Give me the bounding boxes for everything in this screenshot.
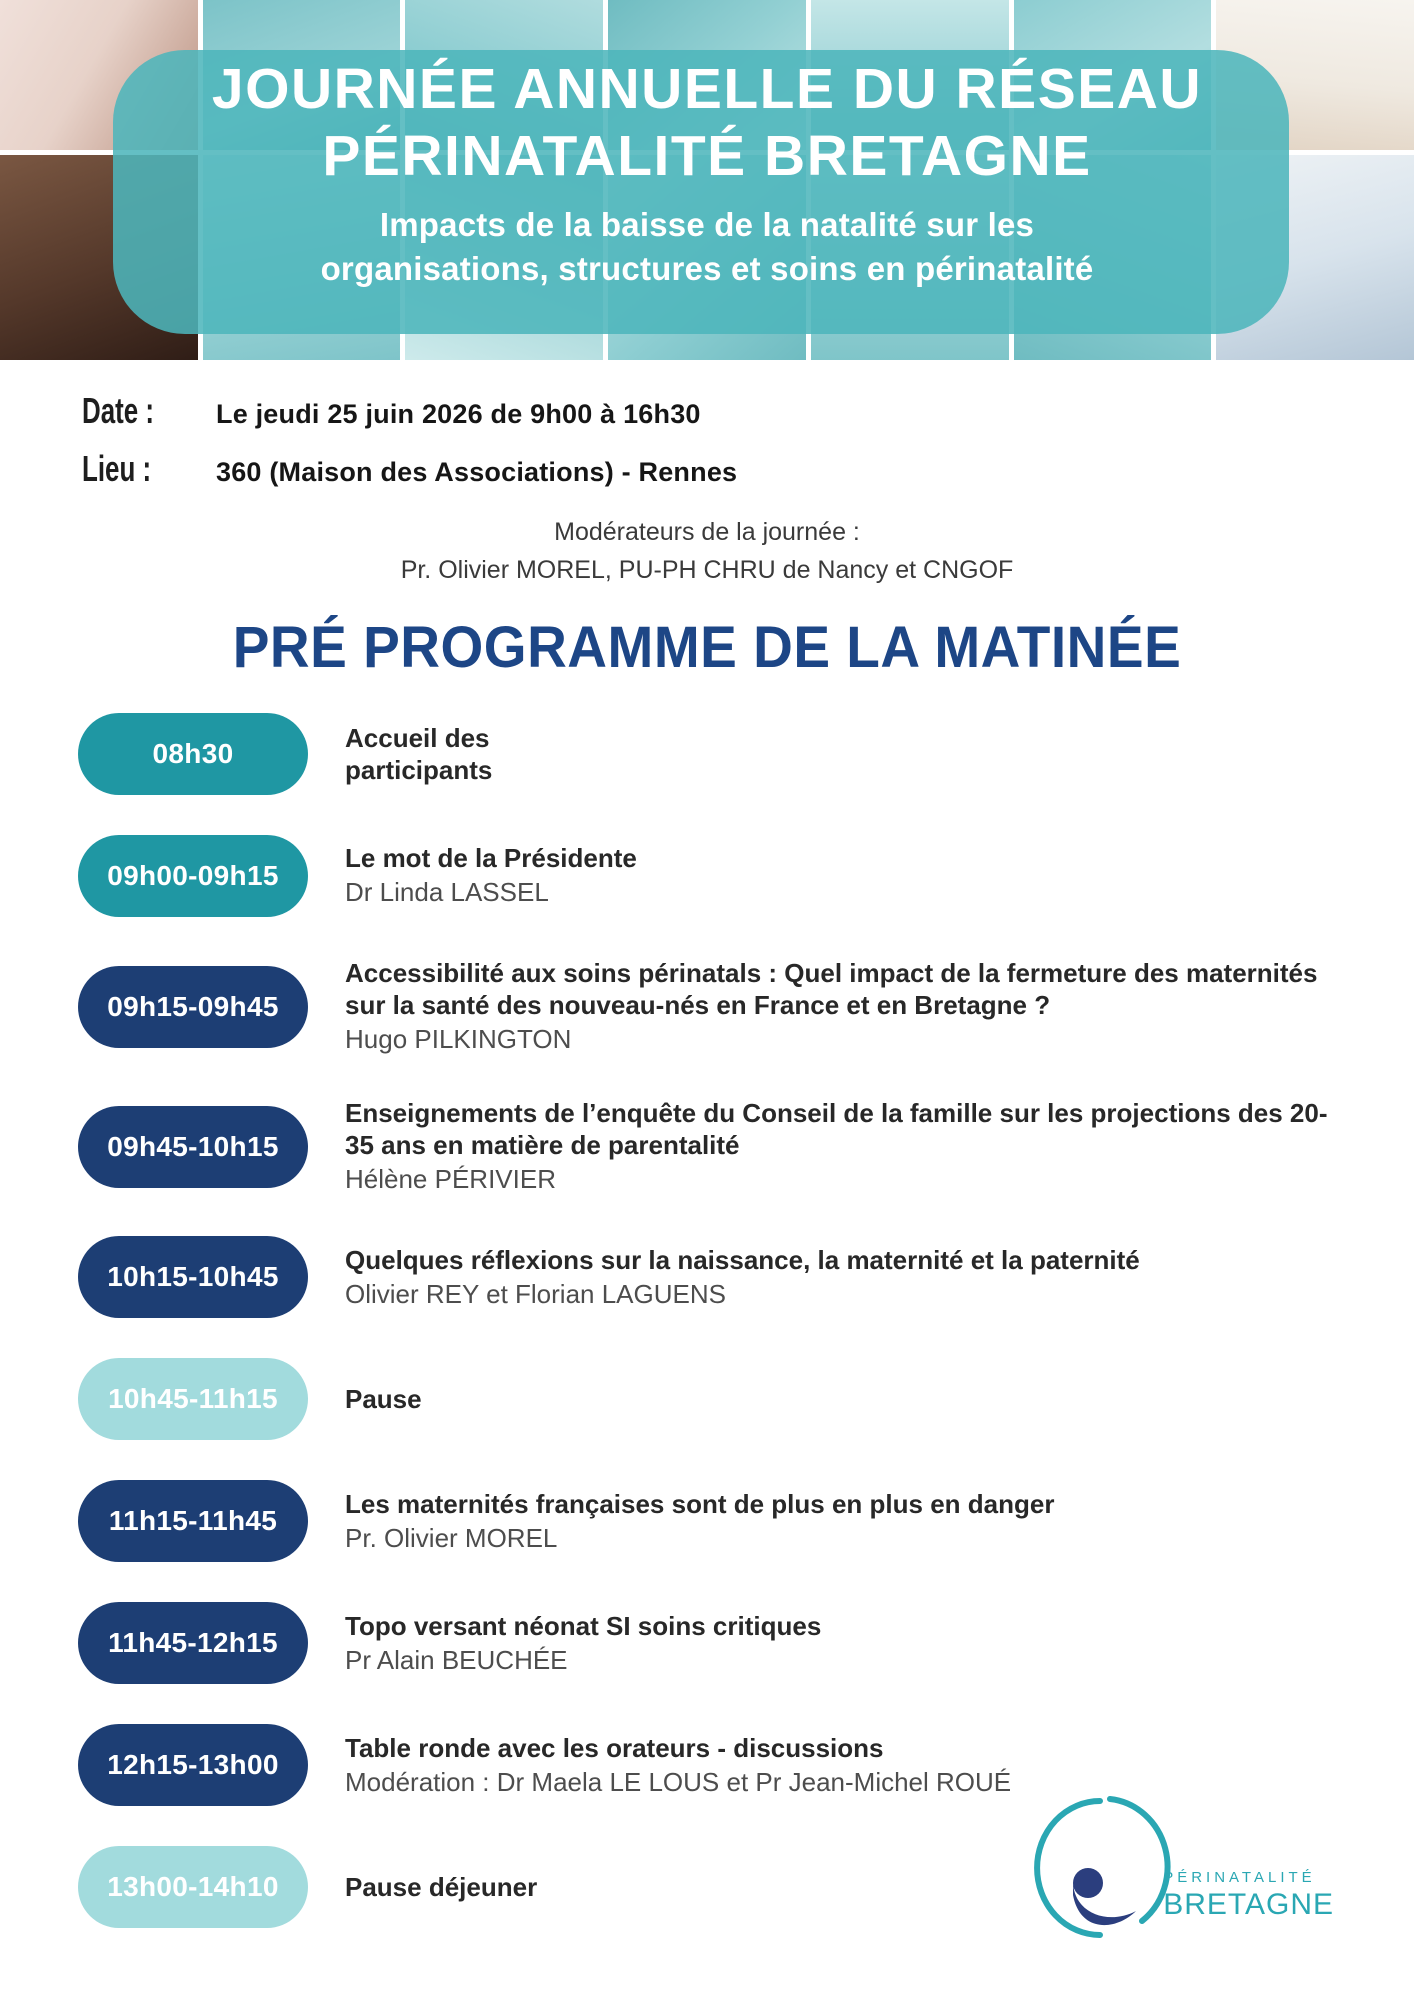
session-text	[345, 1732, 1011, 1800]
session-text	[345, 1871, 537, 1903]
moderators-heading: Modérateurs de la journée :	[554, 518, 860, 546]
session-speaker: Olivier REY et Florian LAGUENS	[345, 1278, 726, 1309]
time-pill: 08h30	[78, 713, 308, 795]
session-text	[345, 1244, 1140, 1312]
session-title: Enseignements de l’enquête du Conseil de la famille sur les projections des 20-35 ans en matière de parentalité	[345, 1097, 1328, 1160]
schedule-row	[78, 835, 1354, 917]
time-pill: 11h45-12h15	[78, 1602, 308, 1684]
time-pill: 12h15-13h00	[78, 1724, 308, 1806]
logo-text	[1163, 1869, 1334, 1922]
session-title: Quelques réflexions sur la naissance, la maternité et la paternité	[345, 1244, 1140, 1275]
session-title: Topo versant néonat SI soins critiques	[345, 1610, 822, 1641]
date-label: Date :	[82, 390, 155, 431]
session-text	[345, 1610, 821, 1678]
event-subtitle-line1: Impacts de la baisse de la natalité sur les	[379, 205, 1035, 243]
schedule-row	[78, 1602, 1354, 1684]
schedule-row	[78, 1236, 1354, 1318]
session-speaker: Modération : Dr Maela LE LOUS et Pr Jean-Michel ROUÉ	[345, 1766, 1012, 1797]
program-heading: PRÉ PROGRAMME DE LA MATINÉE	[232, 614, 1182, 680]
time-pill: 10h45-11h15	[78, 1358, 308, 1440]
moderators-block	[0, 514, 1414, 589]
session-text	[345, 1488, 1054, 1556]
time-pill: 09h15-09h45	[78, 966, 308, 1048]
session-title: Accueil des participants	[345, 722, 493, 785]
date-value: Le jeudi 25 juin 2026 de 9h00 à 16h30	[216, 399, 701, 429]
location-row	[82, 448, 1414, 490]
session-text	[345, 842, 637, 910]
session-text	[345, 957, 1354, 1057]
header-banner	[0, 0, 1414, 360]
time-pill: 09h45-10h15	[78, 1106, 308, 1188]
session-speaker: Hugo PILKINGTON	[345, 1024, 572, 1055]
event-info	[0, 360, 1414, 490]
logo-line1: PÉRINATALITÉ	[1163, 1869, 1316, 1886]
event-subtitle	[0, 203, 1414, 293]
session-text	[345, 1383, 422, 1415]
session-text	[345, 1097, 1354, 1197]
schedule-row	[78, 1480, 1354, 1562]
logo-line2: BRETAGNE	[1163, 1888, 1334, 1921]
session-title: Pause	[345, 1384, 422, 1415]
session-text	[345, 722, 540, 786]
schedule-row	[78, 713, 1354, 795]
session-speaker: Dr Linda LASSEL	[345, 877, 549, 908]
session-title: Le mot de la Présidente	[345, 843, 637, 874]
schedule-row	[78, 1097, 1354, 1197]
session-speaker: Pr Alain BEUCHÉE	[345, 1644, 568, 1675]
date-row	[82, 390, 1414, 432]
location-value: 360 (Maison des Associations) - Rennes	[216, 457, 738, 487]
logo-mark-icon	[1027, 1793, 1179, 1948]
schedule-row	[78, 1358, 1354, 1440]
event-title-line1: JOURNÉE ANNUELLE DU RÉSEAU	[211, 57, 1203, 121]
event-title	[0, 56, 1414, 191]
session-speaker: Hélène PÉRIVIER	[345, 1164, 556, 1195]
session-speaker: Pr. Olivier MOREL	[345, 1522, 558, 1553]
session-title: Pause déjeuner	[345, 1872, 538, 1903]
session-title: Table ronde avec les orateurs - discussions	[345, 1732, 884, 1763]
location-label: Lieu :	[82, 448, 152, 489]
schedule-row	[78, 957, 1354, 1057]
perinatalite-bretagne-logo	[1027, 1793, 1334, 1948]
moderators-names: Pr. Olivier MOREL, PU-PH CHRU de Nancy et CNGOF	[400, 555, 1014, 584]
header-text	[0, 56, 1414, 292]
time-pill: 11h15-11h45	[78, 1480, 308, 1562]
schedule-list	[0, 679, 1414, 1928]
time-pill: 09h00-09h15	[78, 835, 308, 917]
time-pill: 13h00-14h10	[78, 1846, 308, 1928]
event-title-line2: PÉRINATALITÉ BRETAGNE	[322, 124, 1092, 189]
session-title: Les maternités françaises sont de plus en plus en danger	[345, 1488, 1055, 1519]
session-title: Accessibilité aux soins périnatals : Quel impact de la fermeture des maternités sur la santé des nouveau-nés en France et en Bretagne ?	[345, 958, 1318, 1021]
event-subtitle-line2: organisations, structures et soins en périnatalité	[320, 250, 1094, 288]
time-pill: 10h15-10h45	[78, 1236, 308, 1318]
